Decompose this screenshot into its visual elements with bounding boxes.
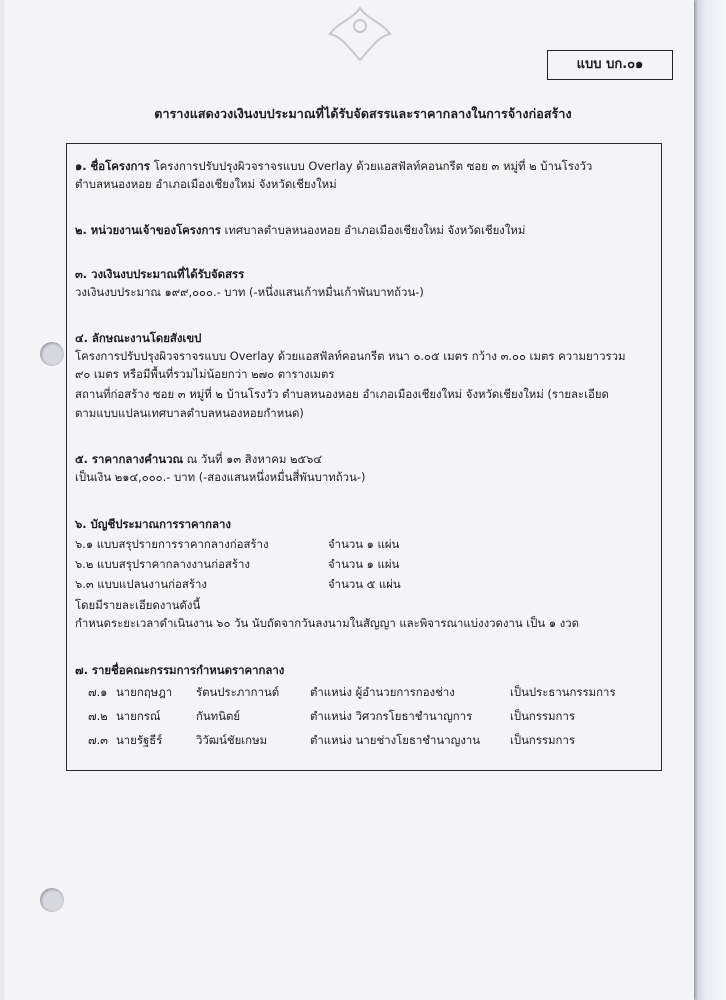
section-5 [75, 451, 322, 467]
member-1-first: นายกฤษฎา [116, 685, 173, 699]
section-4-line3: สถานที่ก่อสร้าง ซอย ๓ หมู่ที่ ๒ บ้านโรงวัว ตำบลหนองหอย อำเภอเมืองเชียงใหม่ จังหวัดเชียงใหม่ (รายละเอียด [75, 387, 609, 401]
section-2 [75, 222, 525, 238]
member-1-role: เป็นประธานกรรมการ [510, 685, 616, 699]
estimate-item-2-label: ๖.๒ แบบสรุปราคากลางงานก่อสร้าง [75, 557, 250, 571]
member-3-last: วิวัฒน์ชัยเกษม [196, 733, 268, 747]
section-1-heading: ๑. ชื่อโครงการ [75, 159, 150, 173]
member-2-first: นายกรณ์ [116, 709, 161, 723]
member-3-role: เป็นกรรมการ [510, 733, 575, 747]
member-1-last: รัตนประภากานต์ [196, 685, 280, 699]
section-6-note1: โดยมีรายละเอียดงานดังนี้ [75, 598, 201, 612]
estimate-item-1-count: จำนวน ๑ แผ่น [328, 537, 400, 551]
estimate-item-3-label: ๖.๓ แบบแปลนงานก่อสร้าง [75, 577, 207, 591]
section-2-heading: ๒. หน่วยงานเจ้าของโครงการ [75, 223, 221, 237]
member-3-position: ตำแหน่ง นายช่างโยธาชำนาญงาน [310, 733, 481, 747]
section-6-heading: ๖. บัญชีประมาณการราคากลาง [75, 517, 231, 531]
member-2-position: ตำแหน่ง วิศวกรโยธาชำนาญการ [310, 709, 473, 723]
form-code-box: แบบ บก.๐๑ [547, 50, 673, 80]
section-1 [75, 158, 592, 174]
member-1-position: ตำแหน่ง ผู้อำนวยการกองช่าง [310, 685, 455, 699]
section-3-line: วงเงินงบประมาณ ๑๙๙,๐๐๐.- บาท (-หนึ่งแสนเก้าหมื่นเก้าพันบาทถ้วน-) [75, 285, 424, 299]
member-2-role: เป็นกรรมการ [510, 709, 575, 723]
section-1-line2: ตำบลหนองหอย อำเภอเมืองเชียงใหม่ จังหวัดเชียงใหม่ [75, 177, 337, 191]
punch-hole-upper [40, 342, 64, 366]
section-7-heading: ๗. รายชื่อคณะกรรมการกำหนดราคากลาง [75, 663, 285, 677]
member-3-no: ๗.๓ [88, 733, 108, 747]
section-4-line1: โครงการปรับปรุงผิวจราจรแบบ Overlay ด้วยแอสฟัลท์คอนกรีต หนา ๐.๐๕ เมตร กว้าง ๓.๐๐ เมตร ความยาวรวม [75, 349, 626, 363]
section-2-value: เทศบาลตำบลหนองหอย อำเภอเมืองเชียงใหม่ จังหวัดเชียงใหม่ [224, 223, 526, 237]
estimate-item-3-count: จำนวน ๕ แผ่น [328, 577, 401, 591]
garuda-seal-watermark [300, 0, 420, 70]
section-5-line: เป็นเงิน ๒๑๔,๐๐๐.- บาท (-สองแสนหนึ่งหมื่นสี่พันบาทถ้วน-) [75, 470, 366, 484]
section-4-line2: ๙๐ เมตร หรือมีพื้นที่รวมไม่น้อยกว่า ๒๗๐ ตารางเมตร [75, 367, 335, 381]
section-6-note2: กำหนดระยะเวลาดำเนินงาน ๖๐ วัน นับถัดจากวันลงนามในสัญญา และพิจารณาแบ่งงวดงาน เป็น ๑ งวด [75, 616, 580, 630]
document-title: ตารางแสดงวงเงินงบประมาณที่ได้รับจัดสรรและราคากลางในการจ้างก่อสร้าง [154, 106, 572, 121]
estimate-item-1-label: ๖.๑ แบบสรุปรายการราคากลางก่อสร้าง [75, 537, 269, 551]
member-2-no: ๗.๒ [88, 709, 108, 723]
estimate-item-2-count: จำนวน ๑ แผ่น [328, 557, 400, 571]
section-5-date: ณ วันที่ ๑๓ สิงหาคม ๒๕๖๔ [186, 452, 322, 466]
section-1-line1: โครงการปรับปรุงผิวจราจรแบบ Overlay ด้วยแอสฟัลท์คอนกรีต ซอย ๓ หมู่ที่ ๒ บ้านโรงวัว [153, 159, 593, 173]
section-5-heading: ๕. ราคากลางคำนวณ [75, 452, 184, 466]
member-3-first: นายรัฐธีร์ [116, 733, 163, 747]
paper-edge [694, 0, 726, 1000]
section-3-heading: ๓. วงเงินงบประมาณที่ได้รับจัดสรร [75, 267, 245, 281]
member-1-no: ๗.๑ [88, 685, 108, 699]
section-4-line4: ตามแบบแปลนเทศบาลตำบลหนองหอยกำหนด) [75, 406, 304, 420]
member-2-last: กันทนิตย์ [196, 709, 241, 723]
punch-hole-lower [40, 888, 64, 912]
section-4-heading: ๔. ลักษณะงานโดยสังเขป [75, 331, 202, 345]
